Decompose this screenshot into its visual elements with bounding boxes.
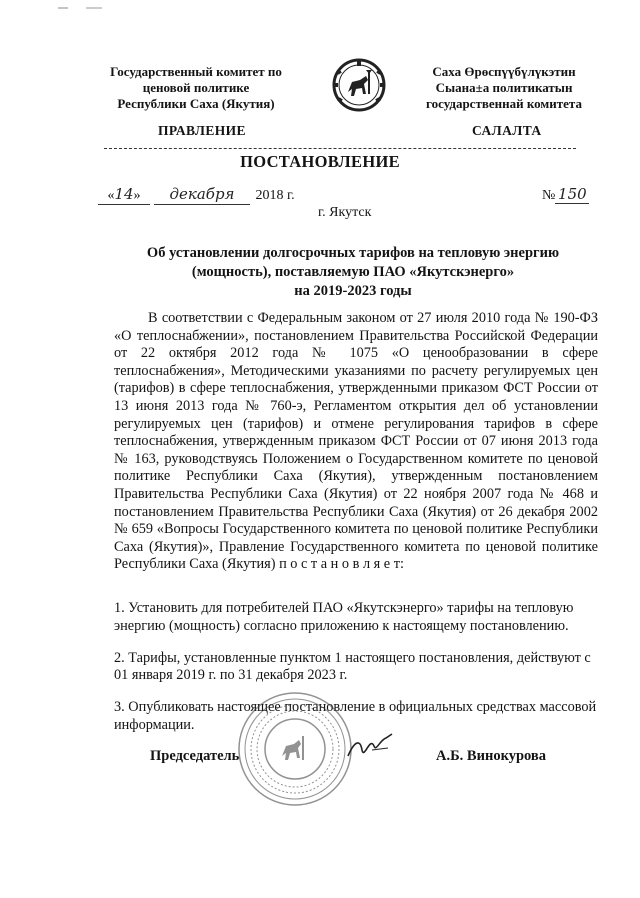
resolves-word: п о с т а н о в л я е т: (279, 556, 404, 573)
resolution-item: 2. Тарифы, установленные пунктом 1 настоящего постановления, действуют с 01 января 2019 г. по 31 декабря 2023 г. (114, 649, 591, 684)
subject-line-1: Об установлении долгосрочных тарифов на тепловую энергию (146, 245, 560, 261)
document-city: г. Якутск (318, 205, 372, 220)
org-name-sakha-line-1: Саха Өрөспүүбүлүкэтин (432, 64, 576, 79)
department-sakha: САЛАЛТА (472, 123, 542, 138)
department-ru: ПРАВЛЕНИЕ (158, 123, 246, 138)
preamble-paragraph (114, 310, 598, 574)
official-seal-icon (236, 690, 354, 808)
document-body (114, 310, 598, 574)
org-name-ru-line-3: Республики Саха (Якутия) (117, 96, 275, 111)
org-name-ru-line-2: ценовой политике (142, 80, 250, 95)
resolution-item: 3. Опубликовать настоящее постановление в официальных средствах массовой информации. (114, 699, 597, 733)
document-number (542, 185, 589, 204)
header-divider (104, 148, 576, 149)
signer-name: А.Б. Винокурова (436, 748, 546, 764)
date-year: 2018 г. (255, 188, 295, 203)
yakutia-emblem-icon (330, 58, 388, 112)
org-name-sakha (404, 64, 604, 112)
date-quote-open: « (107, 188, 115, 203)
resolution-items (114, 586, 598, 749)
subject-line-2: (мощность), поставляемую ПАО «Якутскэнерго» (191, 264, 515, 280)
scan-mark (56, 2, 136, 12)
date-day-field (98, 185, 150, 205)
org-name-sakha-line-3: государственнай комитета (426, 96, 582, 111)
handwritten-signature-icon (342, 728, 398, 768)
resolution-item: 1. Установить для потребителей ПАО «Якутскэнерго» тарифы на тепловую энергию (мощность) согласно приложению к настоящему постановлению. (114, 600, 574, 634)
subject-line-3: на 2019-2023 годы (294, 283, 412, 299)
date-month: декабря (169, 185, 235, 203)
org-name-sakha-line-2: Сыана±а политикатын (435, 80, 573, 95)
number-prefix: № (542, 188, 556, 203)
org-name-ru (96, 64, 296, 112)
signer-role: Председатель (150, 748, 240, 764)
document-date (98, 185, 295, 205)
date-quote-close: » (133, 188, 141, 203)
preamble-text: В соответствии с Федеральным законом от 27 июля 2010 года № 190-ФЗ «О теплоснабжении», постановлением Правительства Российской Федерации от 22 октября 2012 года № 1075 «О ценообразовании в сфере теплоснабжения», Методическими указаниями по расчету регулируемых цен (тарифов) в сфере теплоснабжения, утвержденными приказом ФСТ России от 13 июня 2013 года № 760-э, Регламентом открытия дел об установлении регулируемых цен (тарифов) и отмене регулирования тарифов в сфере теплоснабжения, утвержденным приказом ФСТ России от 07 июня 2013 года № 163, руководствуясь Положением о Государственном комитете по ценовой политике Республики Саха (Якутия), утвержденным постановлением Правительства Республики Саха (Якутия) от 22 ноября 2007 года № 468 и постановлением Правительства Республики Саха (Якутия) от 26 декабря 2002 № 659 «Вопросы Государственного комитета по ценовой политике Республики Саха (Якутия)», Правление Государственного комитета по ценовой политике Республики Саха (Якутия) (114, 310, 598, 573)
number-value: 150 (555, 185, 589, 204)
date-day: 14 (114, 185, 134, 203)
org-name-ru-line-1: Государственный комитет по (110, 64, 282, 79)
date-month-field (154, 185, 250, 205)
document-subject (100, 244, 606, 301)
document-title: ПОСТАНОВЛЕНИЕ (240, 152, 400, 171)
